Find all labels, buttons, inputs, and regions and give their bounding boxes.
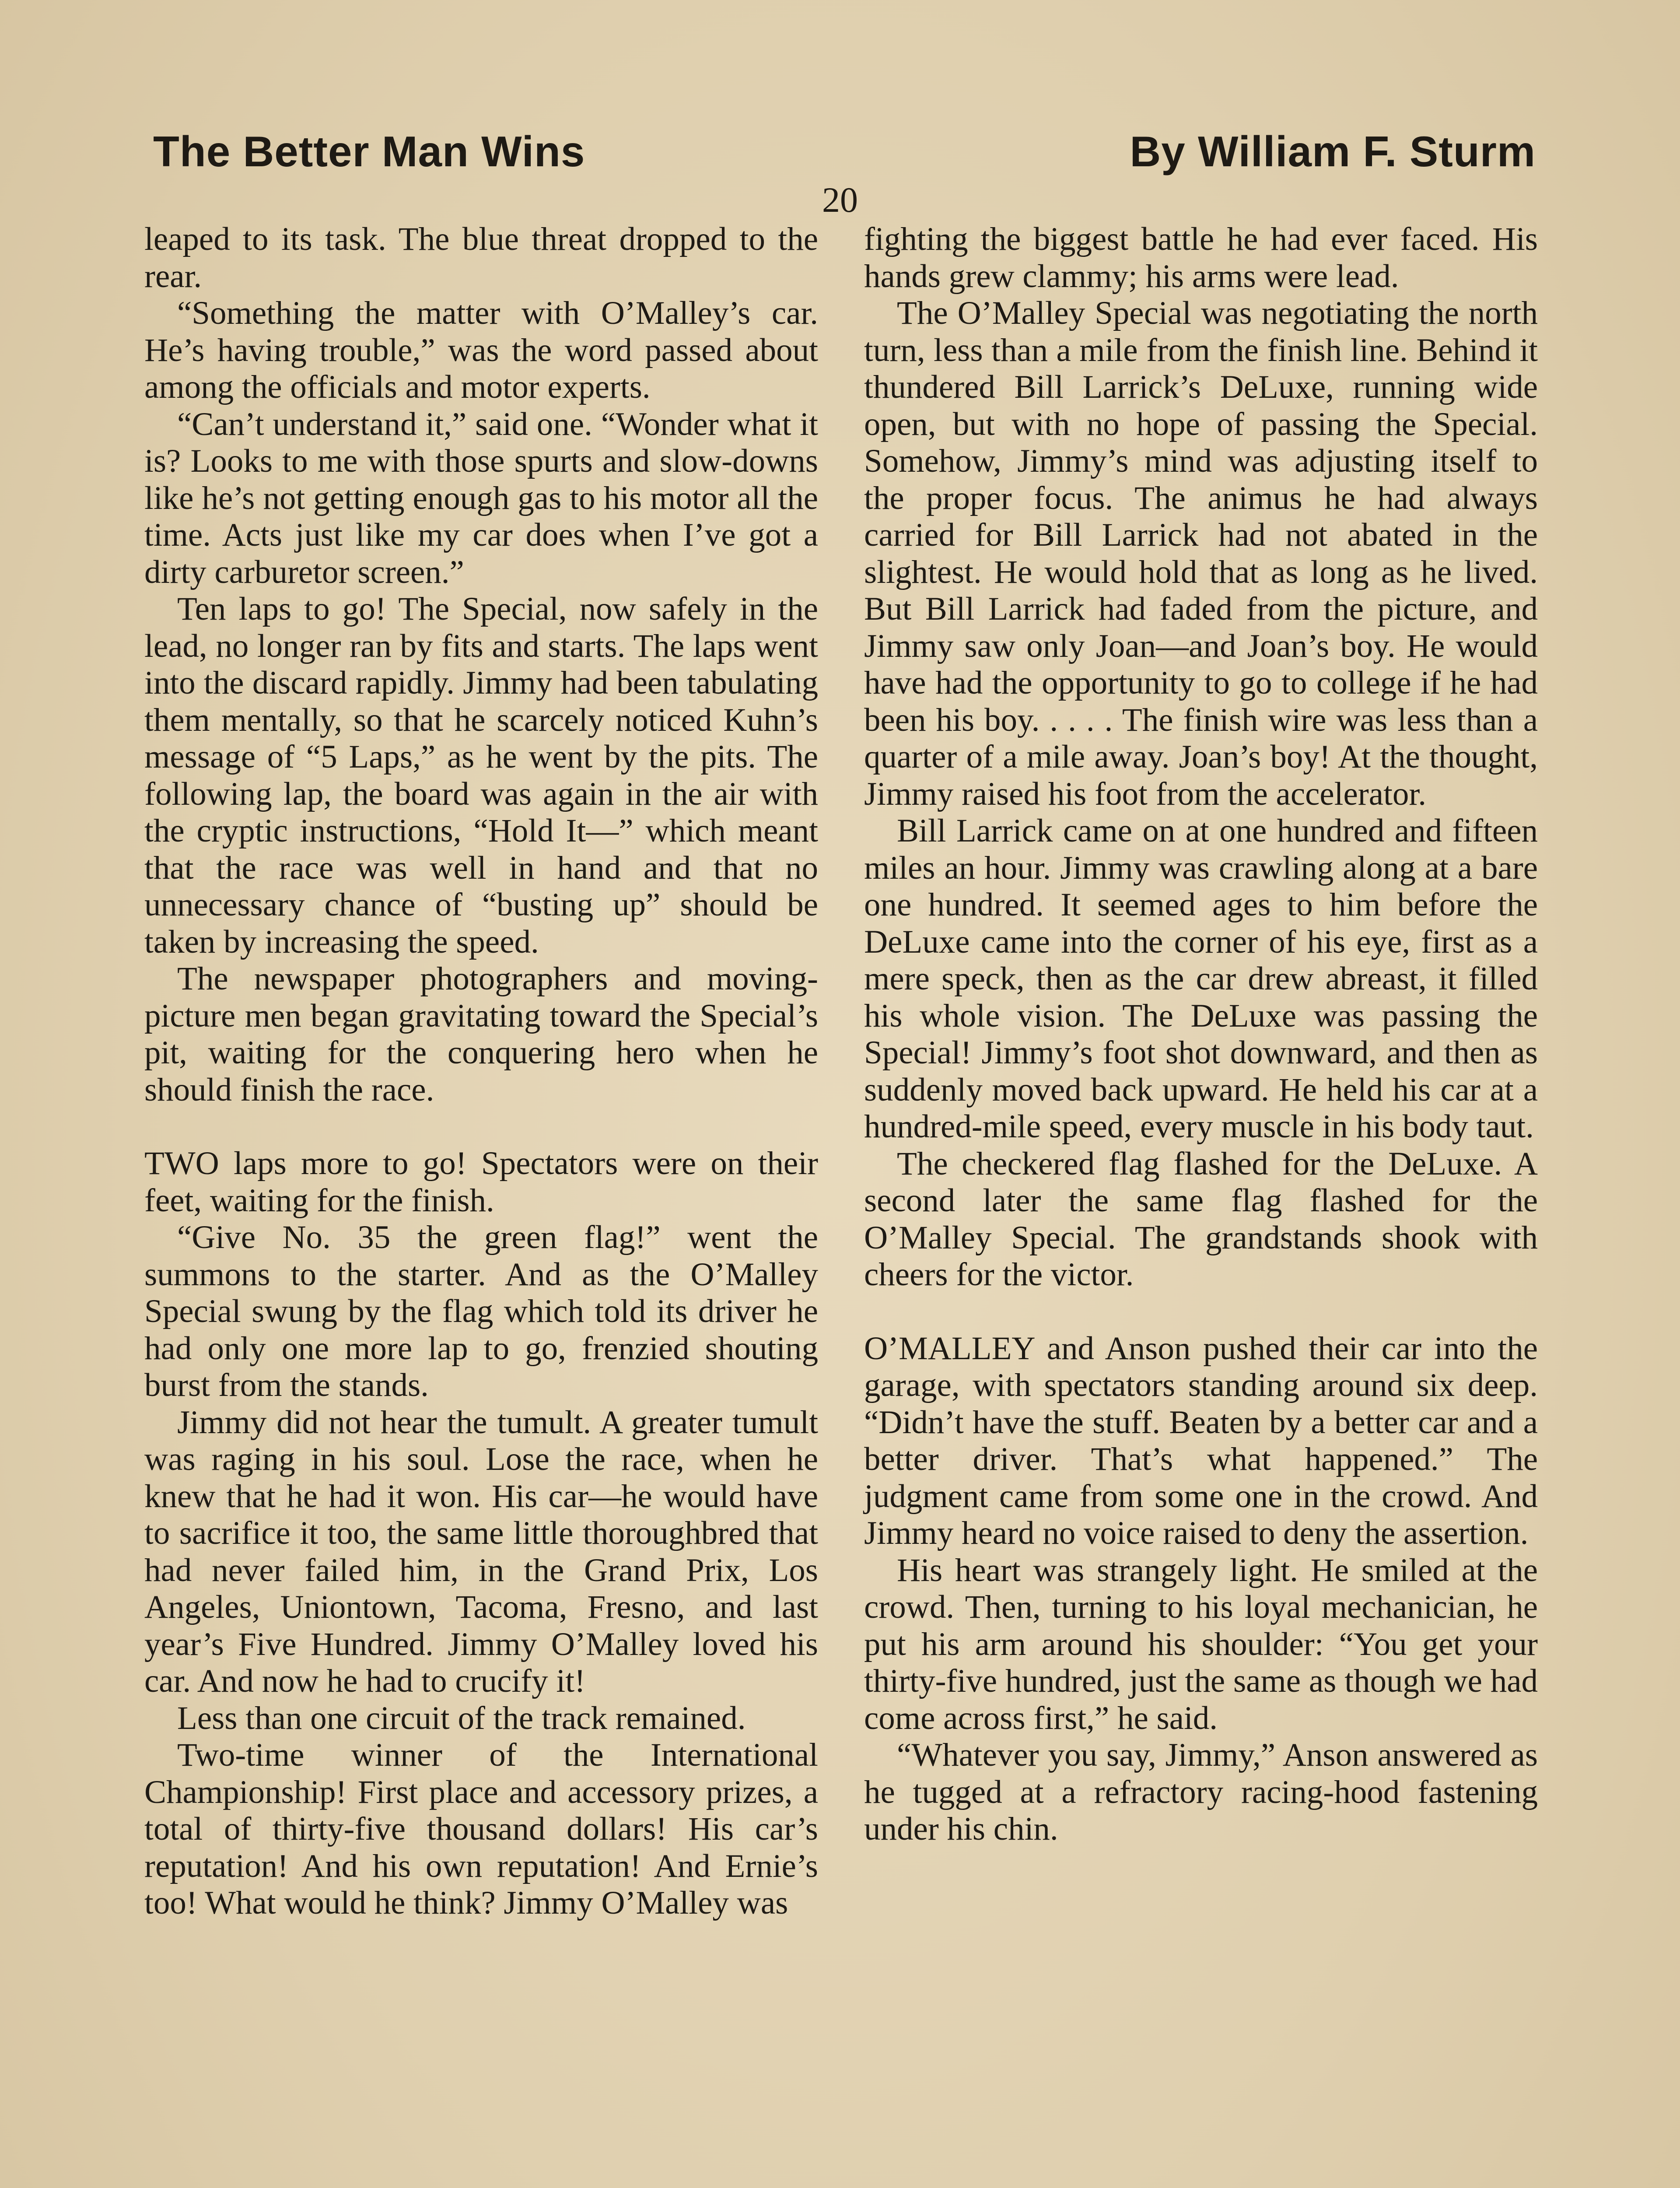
text-columns: [144, 221, 1538, 2188]
paragraph: “Whatever you say, Jimmy,” Anson answered as he tugged at a refractory racing-hood fastening under his chin.: [864, 1737, 1538, 1847]
right-column: [864, 221, 1538, 2188]
paragraph: “Can’t understand it,” said one. “Wonder what it is? Looks to me with those spurts and slow-downs like he’s not getting enough gas to his motor all the time. Acts just like my car does when I’ve got a dirty carburetor screen.”: [144, 406, 818, 590]
paragraph: Less than one circuit of the track remained.: [177, 1700, 746, 1736]
paragraph: Jimmy did not hear the tumult. A greater tumult was raging in his soul. Lose the race, when he knew that he had it won. His car—he would have to sacrifice it too, the same little thoroughbred that had never failed him, in the Grand Prix, Los Angeles, Uniontown, Tacoma, Fresno, and last year’s Five Hundred. Jimmy O’Malley loved his car. And now he had to crucify it!: [144, 1404, 818, 1699]
section-start-paragraph: TWO laps more to go! Spectators were on their feet, waiting for the finish.: [144, 1145, 818, 1219]
paragraph: Ten laps to go! The Special, now safely in the lead, no longer ran by fits and starts. The laps went into the discard rapidly. Jimmy had been tabulating them mentally, so that he scarcely noticed Kuhn’s message of “5 Laps,” as he went by the pits. The following lap, the board was again in the air with the cryptic instructions, “Hold It—” which meant that the race was well in hand and that no unnecessary chance of “busting up” should be taken by increasing the speed.: [144, 591, 818, 960]
paragraph: “Something the matter with O’Malley’s car. He’s having trouble,” was the word passed about among the officials and motor experts.: [144, 295, 818, 405]
page-number: 20: [822, 180, 858, 220]
section-start-paragraph: O’MALLEY and Anson pushed their car into the garage, with spectators standing around six deep. “Didn’t have the stuff. Beaten by a better car and a better driver. That’s what happened.” The judgment came from some one in the crowd. And Jimmy heard no voice raised to deny the assertion.: [864, 1330, 1538, 1551]
paragraph: His heart was strangely light. He smiled at the crowd. Then, turning to his loyal mechanician, he put his arm around his shoulder: “You get your thirty-five hundred, just the same as though we had come across first,” he said.: [864, 1552, 1538, 1736]
running-head: [153, 127, 1536, 176]
story-byline: By William F. Sturm: [1130, 127, 1536, 175]
paragraph: Two-time winner of the International Championship! First place and accessory prizes, a total of thirty-five thousand dollars! His car’s reputation! And his own reputation! And Ernie’s too! What would he think? Jimmy O’Malley was: [144, 1737, 818, 1921]
left-column: [144, 221, 818, 2188]
story-title: The Better Man Wins: [153, 127, 585, 175]
paragraph: fighting the biggest battle he had ever faced. His hands grew clammy; his arms were lead.: [864, 221, 1538, 295]
paragraph: “Give No. 35 the green flag!” went the summons to the starter. And as the O’Malley Special swung by the flag which told its driver he had only one more lap to go, frenzied shouting burst from the stands.: [144, 1219, 818, 1403]
paragraph: The O’Malley Special was negotiating the north turn, less than a mile from the finish line. Behind it thundered Bill Larrick’s DeLuxe, running wide open, but with no hope of passing the Special. Somehow, Jimmy’s mind was adjusting itself to the proper focus. The animus he had always carried for Bill Larrick had not abated in the slightest. He would hold that as long as he lived. But Bill Larrick had faded from the picture, and Jimmy saw only Joan—and Joan’s boy. He would have had the opportunity to go to college if he had been his boy. . . . . The finish wire was less than a quarter of a mile away. Joan’s boy! At the thought, Jimmy raised his foot from the accelerator.: [864, 295, 1538, 812]
paragraph: leaped to its task. The blue threat dropped to the rear.: [144, 221, 818, 295]
paragraph: The newspaper photographers and moving-picture men began gravitating toward the Special’s pit, waiting for the conquering hero when he should finish the race.: [144, 961, 818, 1108]
paragraph: Bill Larrick came on at one hundred and fifteen miles an hour. Jimmy was crawling along at a bare one hundred. It seemed ages to him before the DeLuxe came into the corner of his eye, first as a mere speck, then as the car drew abreast, it filled his whole vision. The DeLuxe was passing the Special! Jimmy’s foot shot downward, and then as suddenly moved back upward. He held his car at a hundred-mile speed, every muscle in his body taut.: [864, 813, 1538, 1145]
paragraph: The checkered flag flashed for the DeLuxe. A second later the same flag flashed for the O’Malley Special. The grandstands shook with cheers for the victor.: [864, 1145, 1538, 1293]
